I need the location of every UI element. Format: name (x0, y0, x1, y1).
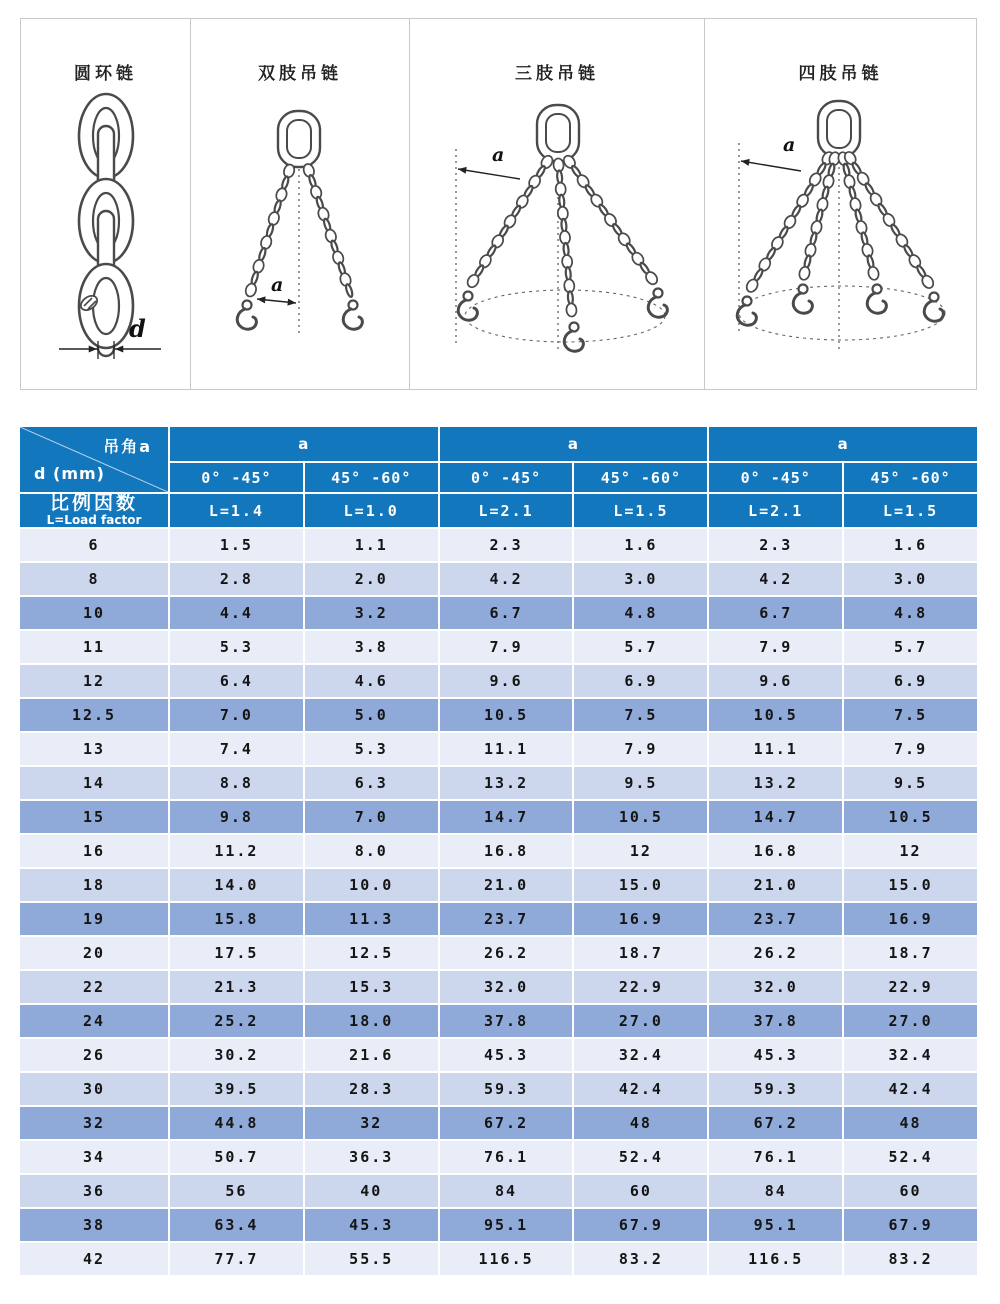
panel-two-leg-sling (191, 19, 410, 389)
value-cell: 10.5 (440, 699, 573, 731)
value-cell: 12 (844, 835, 977, 867)
value-cell: 26.2 (709, 937, 842, 969)
value-cell: 22.9 (844, 971, 977, 1003)
value-cell: 32.0 (709, 971, 842, 1003)
value-cell: 15.3 (305, 971, 438, 1003)
value-cell: 23.7 (709, 903, 842, 935)
value-cell: 18.7 (574, 937, 707, 969)
row-d-cell: 32 (20, 1107, 168, 1139)
two-leg-sling-illustration (191, 91, 408, 388)
value-cell: 48 (574, 1107, 707, 1139)
row-d-cell: 8 (20, 563, 168, 595)
value-cell: 6.9 (844, 665, 977, 697)
value-cell: 95.1 (440, 1209, 573, 1241)
value-cell: 13.2 (440, 767, 573, 799)
row-d-cell: 11 (20, 631, 168, 663)
svg-text:d: d (129, 314, 146, 343)
corner-top-label: 吊角a (103, 437, 152, 456)
value-cell: 4.4 (170, 597, 303, 629)
value-cell: 10.0 (305, 869, 438, 901)
value-cell: 45.3 (440, 1039, 573, 1071)
panel-title: 圆环链 (74, 64, 137, 84)
value-cell: 9.5 (574, 767, 707, 799)
value-cell: 7.9 (574, 733, 707, 765)
value-cell: 1.6 (844, 529, 977, 561)
value-cell: 15.8 (170, 903, 303, 935)
value-cell: 2.3 (709, 529, 842, 561)
value-cell: 1.1 (305, 529, 438, 561)
value-cell: 9.8 (170, 801, 303, 833)
value-cell: 32.0 (440, 971, 573, 1003)
value-cell: 4.2 (440, 563, 573, 595)
value-cell: 95.1 (709, 1209, 842, 1241)
factor-value: L=1.5 (844, 494, 977, 527)
value-cell: 26.2 (440, 937, 573, 969)
row-d-cell: 34 (20, 1141, 168, 1173)
value-cell: 7.4 (170, 733, 303, 765)
panel-title: 双肢吊链 (258, 64, 342, 84)
value-cell: 32.4 (574, 1039, 707, 1071)
value-cell: 12.5 (305, 937, 438, 969)
angle-header: 0° -45° (170, 463, 303, 492)
value-cell: 52.4 (574, 1141, 707, 1173)
corner-bottom-label: d (mm) (34, 464, 105, 483)
value-cell: 67.9 (844, 1209, 977, 1241)
value-cell: 7.0 (305, 801, 438, 833)
row-d-cell: 24 (20, 1005, 168, 1037)
row-d-cell: 19 (20, 903, 168, 935)
value-cell: 14.0 (170, 869, 303, 901)
value-cell: 4.6 (305, 665, 438, 697)
value-cell: 32.4 (844, 1039, 977, 1071)
value-cell: 6.4 (170, 665, 303, 697)
value-cell: 5.7 (574, 631, 707, 663)
value-cell: 27.0 (574, 1005, 707, 1037)
row-d-cell: 15 (20, 801, 168, 833)
row-d-cell: 10 (20, 597, 168, 629)
corner-header-cell (20, 427, 168, 492)
value-cell: 3.8 (305, 631, 438, 663)
value-cell: 37.8 (709, 1005, 842, 1037)
value-cell: 11.1 (440, 733, 573, 765)
load-factor-table (20, 427, 977, 1275)
row-d-cell: 12 (20, 665, 168, 697)
value-cell: 16.8 (440, 835, 573, 867)
value-cell: 11.2 (170, 835, 303, 867)
angle-header: 45° -60° (574, 463, 707, 492)
round-link-chain-illustration (21, 91, 189, 388)
value-cell: 76.1 (440, 1141, 573, 1173)
row-d-cell: 42 (20, 1243, 168, 1275)
value-cell: 18.7 (844, 937, 977, 969)
value-cell: 5.3 (170, 631, 303, 663)
value-cell: 28.3 (305, 1073, 438, 1105)
svg-text:a: a (492, 144, 505, 166)
factor-value: L=1.5 (574, 494, 707, 527)
value-cell: 14.7 (440, 801, 573, 833)
load-factor-label-sub: L=Load factor (46, 513, 142, 528)
value-cell: 42.4 (844, 1073, 977, 1105)
value-cell: 84 (709, 1175, 842, 1207)
value-cell: 83.2 (574, 1243, 707, 1275)
value-cell: 3.2 (305, 597, 438, 629)
value-cell: 6.7 (440, 597, 573, 629)
value-cell: 8.0 (305, 835, 438, 867)
value-cell: 10.5 (574, 801, 707, 833)
value-cell: 7.9 (709, 631, 842, 663)
value-cell: 37.8 (440, 1005, 573, 1037)
value-cell: 55.5 (305, 1243, 438, 1275)
value-cell: 77.7 (170, 1243, 303, 1275)
factor-value: L=2.1 (709, 494, 842, 527)
value-cell: 21.6 (305, 1039, 438, 1071)
value-cell: 4.8 (574, 597, 707, 629)
value-cell: 67.2 (709, 1107, 842, 1139)
value-cell: 6.3 (305, 767, 438, 799)
factor-value: L=1.0 (305, 494, 438, 527)
value-cell: 7.5 (574, 699, 707, 731)
value-cell: 4.8 (844, 597, 977, 629)
value-cell: 21.0 (440, 869, 573, 901)
value-cell: 116.5 (709, 1243, 842, 1275)
panel-round-link-chain (21, 19, 191, 389)
value-cell: 83.2 (844, 1243, 977, 1275)
value-cell: 10.5 (709, 699, 842, 731)
value-cell: 17.5 (170, 937, 303, 969)
value-cell: 59.3 (440, 1073, 573, 1105)
value-cell: 7.5 (844, 699, 977, 731)
illustration-strip (20, 18, 977, 390)
value-cell: 52.4 (844, 1141, 977, 1173)
value-cell: 59.3 (709, 1073, 842, 1105)
row-d-cell: 36 (20, 1175, 168, 1207)
panel-four-leg-sling (705, 19, 976, 389)
value-cell: 116.5 (440, 1243, 573, 1275)
value-cell: 6.9 (574, 665, 707, 697)
value-cell: 56 (170, 1175, 303, 1207)
value-cell: 27.0 (844, 1005, 977, 1037)
factor-value: L=1.4 (170, 494, 303, 527)
value-cell: 4.2 (709, 563, 842, 595)
value-cell: 21.3 (170, 971, 303, 1003)
value-cell: 7.9 (844, 733, 977, 765)
value-cell: 10.5 (844, 801, 977, 833)
row-d-cell: 22 (20, 971, 168, 1003)
factor-value: L=2.1 (440, 494, 573, 527)
value-cell: 67.2 (440, 1107, 573, 1139)
value-cell: 30.2 (170, 1039, 303, 1071)
row-d-cell: 13 (20, 733, 168, 765)
value-cell: 63.4 (170, 1209, 303, 1241)
value-cell: 60 (844, 1175, 977, 1207)
value-cell: 15.0 (574, 869, 707, 901)
value-cell: 45.3 (709, 1039, 842, 1071)
value-cell: 12 (574, 835, 707, 867)
three-leg-sling-illustration (410, 91, 703, 388)
row-d-cell: 16 (20, 835, 168, 867)
value-cell: 7.9 (440, 631, 573, 663)
group-header-a3: a (709, 427, 977, 461)
value-cell: 9.6 (709, 665, 842, 697)
value-cell: 8.8 (170, 767, 303, 799)
value-cell: 45.3 (305, 1209, 438, 1241)
angle-header: 0° -45° (440, 463, 573, 492)
value-cell: 13.2 (709, 767, 842, 799)
value-cell: 32 (305, 1107, 438, 1139)
load-factor-label-main: 比例因数 (49, 492, 138, 515)
angle-header: 45° -60° (305, 463, 438, 492)
angle-header: 45° -60° (844, 463, 977, 492)
value-cell: 16.8 (709, 835, 842, 867)
value-cell: 18.0 (305, 1005, 438, 1037)
value-cell: 36.3 (305, 1141, 438, 1173)
value-cell: 14.7 (709, 801, 842, 833)
value-cell: 16.9 (844, 903, 977, 935)
value-cell: 5.0 (305, 699, 438, 731)
row-d-cell: 20 (20, 937, 168, 969)
row-d-cell: 12.5 (20, 699, 168, 731)
value-cell: 3.0 (574, 563, 707, 595)
angle-header: 0° -45° (709, 463, 842, 492)
load-factor-label-cell (20, 494, 168, 527)
value-cell: 21.0 (709, 869, 842, 901)
value-cell: 5.3 (305, 733, 438, 765)
row-d-cell: 38 (20, 1209, 168, 1241)
group-header-a2: a (440, 427, 708, 461)
value-cell: 9.5 (844, 767, 977, 799)
value-cell: 50.7 (170, 1141, 303, 1173)
four-leg-sling-illustration (705, 91, 974, 388)
value-cell: 2.8 (170, 563, 303, 595)
value-cell: 6.7 (709, 597, 842, 629)
value-cell: 44.8 (170, 1107, 303, 1139)
value-cell: 2.0 (305, 563, 438, 595)
value-cell: 11.1 (709, 733, 842, 765)
value-cell: 7.0 (170, 699, 303, 731)
value-cell: 9.6 (440, 665, 573, 697)
panel-three-leg-sling (410, 19, 705, 389)
value-cell: 2.3 (440, 529, 573, 561)
value-cell: 84 (440, 1175, 573, 1207)
svg-text:a: a (271, 274, 284, 296)
row-d-cell: 18 (20, 869, 168, 901)
row-d-cell: 26 (20, 1039, 168, 1071)
value-cell: 3.0 (844, 563, 977, 595)
value-cell: 11.3 (305, 903, 438, 935)
group-header-a1: a (170, 427, 438, 461)
value-cell: 25.2 (170, 1005, 303, 1037)
row-d-cell: 30 (20, 1073, 168, 1105)
value-cell: 15.0 (844, 869, 977, 901)
svg-text:a: a (783, 134, 796, 156)
value-cell: 60 (574, 1175, 707, 1207)
value-cell: 1.5 (170, 529, 303, 561)
panel-title: 三肢吊链 (515, 64, 599, 84)
row-d-cell: 14 (20, 767, 168, 799)
value-cell: 40 (305, 1175, 438, 1207)
value-cell: 39.5 (170, 1073, 303, 1105)
value-cell: 22.9 (574, 971, 707, 1003)
value-cell: 76.1 (709, 1141, 842, 1173)
value-cell: 42.4 (574, 1073, 707, 1105)
value-cell: 23.7 (440, 903, 573, 935)
value-cell: 5.7 (844, 631, 977, 663)
panel-title: 四肢吊链 (798, 64, 883, 84)
row-d-cell: 6 (20, 529, 168, 561)
value-cell: 67.9 (574, 1209, 707, 1241)
value-cell: 48 (844, 1107, 977, 1139)
value-cell: 1.6 (574, 529, 707, 561)
value-cell: 16.9 (574, 903, 707, 935)
